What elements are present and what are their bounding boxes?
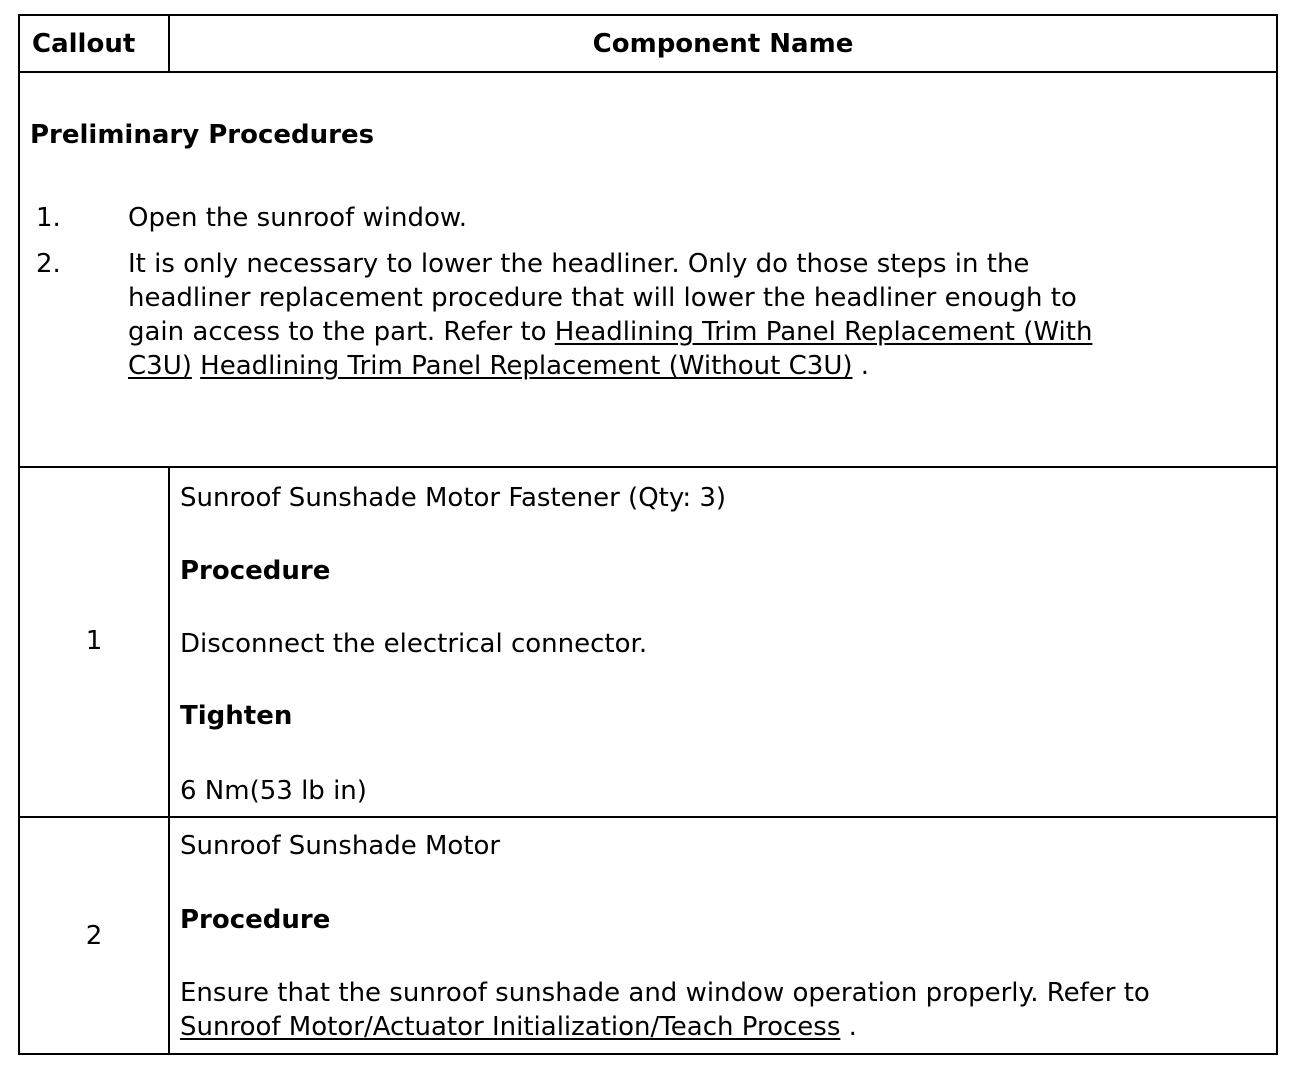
step-number: 2. (36, 249, 61, 279)
procedure-table (18, 14, 1278, 1055)
procedure-text: Disconnect the electrical connector. (180, 629, 648, 659)
table-row (20, 468, 1276, 818)
sunroof-motor-initialization-link[interactable]: Sunroof Motor/Actuator Initialization/Teach Process (180, 1012, 841, 1042)
step-number: 1. (36, 203, 61, 233)
callout-number: 1 (85, 626, 103, 656)
procedure-label: Procedure (180, 905, 331, 935)
component-cell (170, 818, 1276, 1055)
step-text-end: . (860, 351, 870, 381)
procedure-text (180, 976, 1256, 1044)
tighten-label: Tighten (180, 701, 293, 731)
preliminary-procedures-section (20, 73, 1276, 468)
header-component-cell (170, 16, 1276, 71)
header-callout-cell (20, 16, 170, 71)
preliminary-procedures-title: Preliminary Procedures (30, 120, 375, 150)
component-name-column-header: Component Name (592, 29, 854, 59)
component-cell (170, 468, 1276, 816)
callout-number: 2 (85, 921, 103, 951)
tighten-value: 6 Nm(53 lb in) (180, 776, 367, 806)
procedure-text-end: . (848, 1012, 857, 1042)
procedure-label: Procedure (180, 556, 331, 586)
table-row (20, 818, 1276, 1055)
component-name: Sunroof Sunshade Motor (180, 831, 501, 861)
callout-cell (20, 818, 170, 1055)
component-name: Sunroof Sunshade Motor Fastener (Qty: 3) (180, 483, 727, 513)
procedure-text-body: Ensure that the sunroof sunshade and window operation properly. Refer to (180, 978, 1150, 1008)
callout-cell (20, 468, 170, 816)
callout-column-header: Callout (32, 29, 136, 59)
step-text: Open the sunroof window. (128, 203, 468, 233)
headlining-without-c3u-link[interactable]: Headlining Trim Panel Replacement (Without C3U) (200, 351, 853, 381)
step-text-body: It is only necessary to lower the headliner. Only do those steps in the headliner replacement procedure that will lower the headliner enough to gain access to the part. Refer to (128, 249, 1077, 347)
headlining-with-c3u-link[interactable]: Headlining Trim Panel Replacement (With C3U) (128, 317, 1093, 381)
step-text (128, 247, 1138, 383)
table-header-row (20, 16, 1276, 73)
